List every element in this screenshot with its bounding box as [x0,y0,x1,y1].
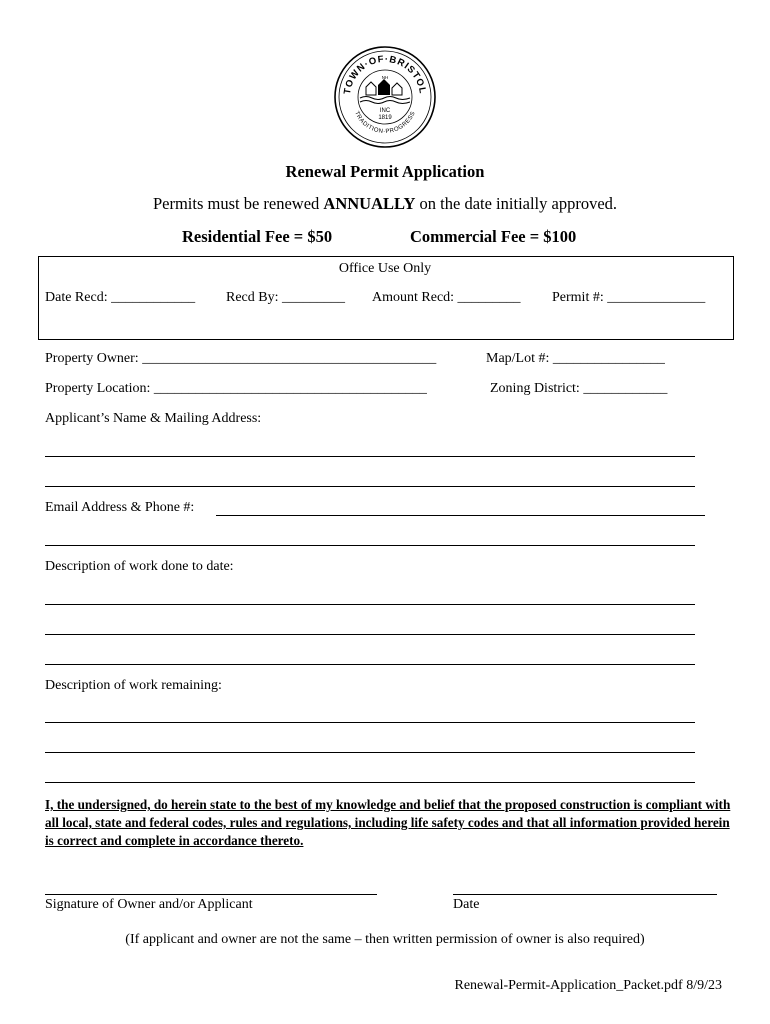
work-remaining-line-3[interactable] [45,782,695,783]
property-location-field[interactable]: Property Location: _______________________________________ [45,381,427,396]
applicant-line-2[interactable] [45,486,695,487]
work-remaining-label: Description of work remaining: [45,678,222,693]
form-title: Renewal Permit Application [285,162,485,181]
work-done-label: Description of work done to date: [45,559,234,574]
signature-line[interactable] [45,894,377,895]
renewal-instruction: Permits must be renewed ANNUALLY on the date initially approved. [152,194,618,213]
work-done-line-1[interactable] [45,604,695,605]
applicant-label: Applicant’s Name & Mailing Address: [45,411,262,426]
svg-text:INC: INC [379,108,391,114]
date-received-field[interactable]: Date Recd: ____________ [45,290,196,305]
office-use-heading: Office Use Only [338,261,432,276]
property-owner-field[interactable]: Property Owner: __________________________________________ [45,351,437,366]
town-seal-logo [333,45,437,149]
permit-number-field[interactable]: Permit #: ______________ [552,290,706,305]
certification-statement: I, the undersigned, do herein state to the best of my knowledge and belief that the proposed construction is compliant with all local, state and federal codes, rules and regulations, including life safety codes and that all information provided herein is correct and complete in accordance thereto. [45,797,731,848]
email-phone-line-2[interactable] [45,545,695,546]
svg-text:TRADITION·PROGRESS: TRADITION·PROGRESS [353,110,417,136]
file-reference: Renewal-Permit-Application_Packet.pdf 8/9/23 [454,978,722,993]
email-phone-line[interactable] [216,515,705,516]
date-line[interactable] [453,894,717,895]
svg-text:TOWN·OF·BRISTOL: TOWN·OF·BRISTOL [342,53,428,96]
work-remaining-line-1[interactable] [45,722,695,723]
amount-received-field[interactable]: Amount Recd: _________ [372,290,521,305]
signature-label: Signature of Owner and/or Applicant [45,897,253,912]
zoning-district-field[interactable]: Zoning District: ____________ [490,381,668,396]
svg-text:NH: NH [381,75,389,80]
work-remaining-line-2[interactable] [45,752,695,753]
svg-text:1819: 1819 [378,115,392,121]
applicant-line-1[interactable] [45,456,695,457]
commercial-fee: Commercial Fee = $100 [410,227,577,246]
map-lot-field[interactable]: Map/Lot #: ________________ [486,351,665,366]
received-by-field[interactable]: Recd By: _________ [226,290,345,305]
date-label: Date [453,897,480,912]
email-phone-label: Email Address & Phone #: [45,500,195,515]
work-done-line-3[interactable] [45,664,695,665]
work-done-line-2[interactable] [45,634,695,635]
permission-note: (If applicant and owner are not the same – then written permission of owner is also required) [125,932,645,947]
residential-fee: Residential Fee = $50 [182,227,333,246]
